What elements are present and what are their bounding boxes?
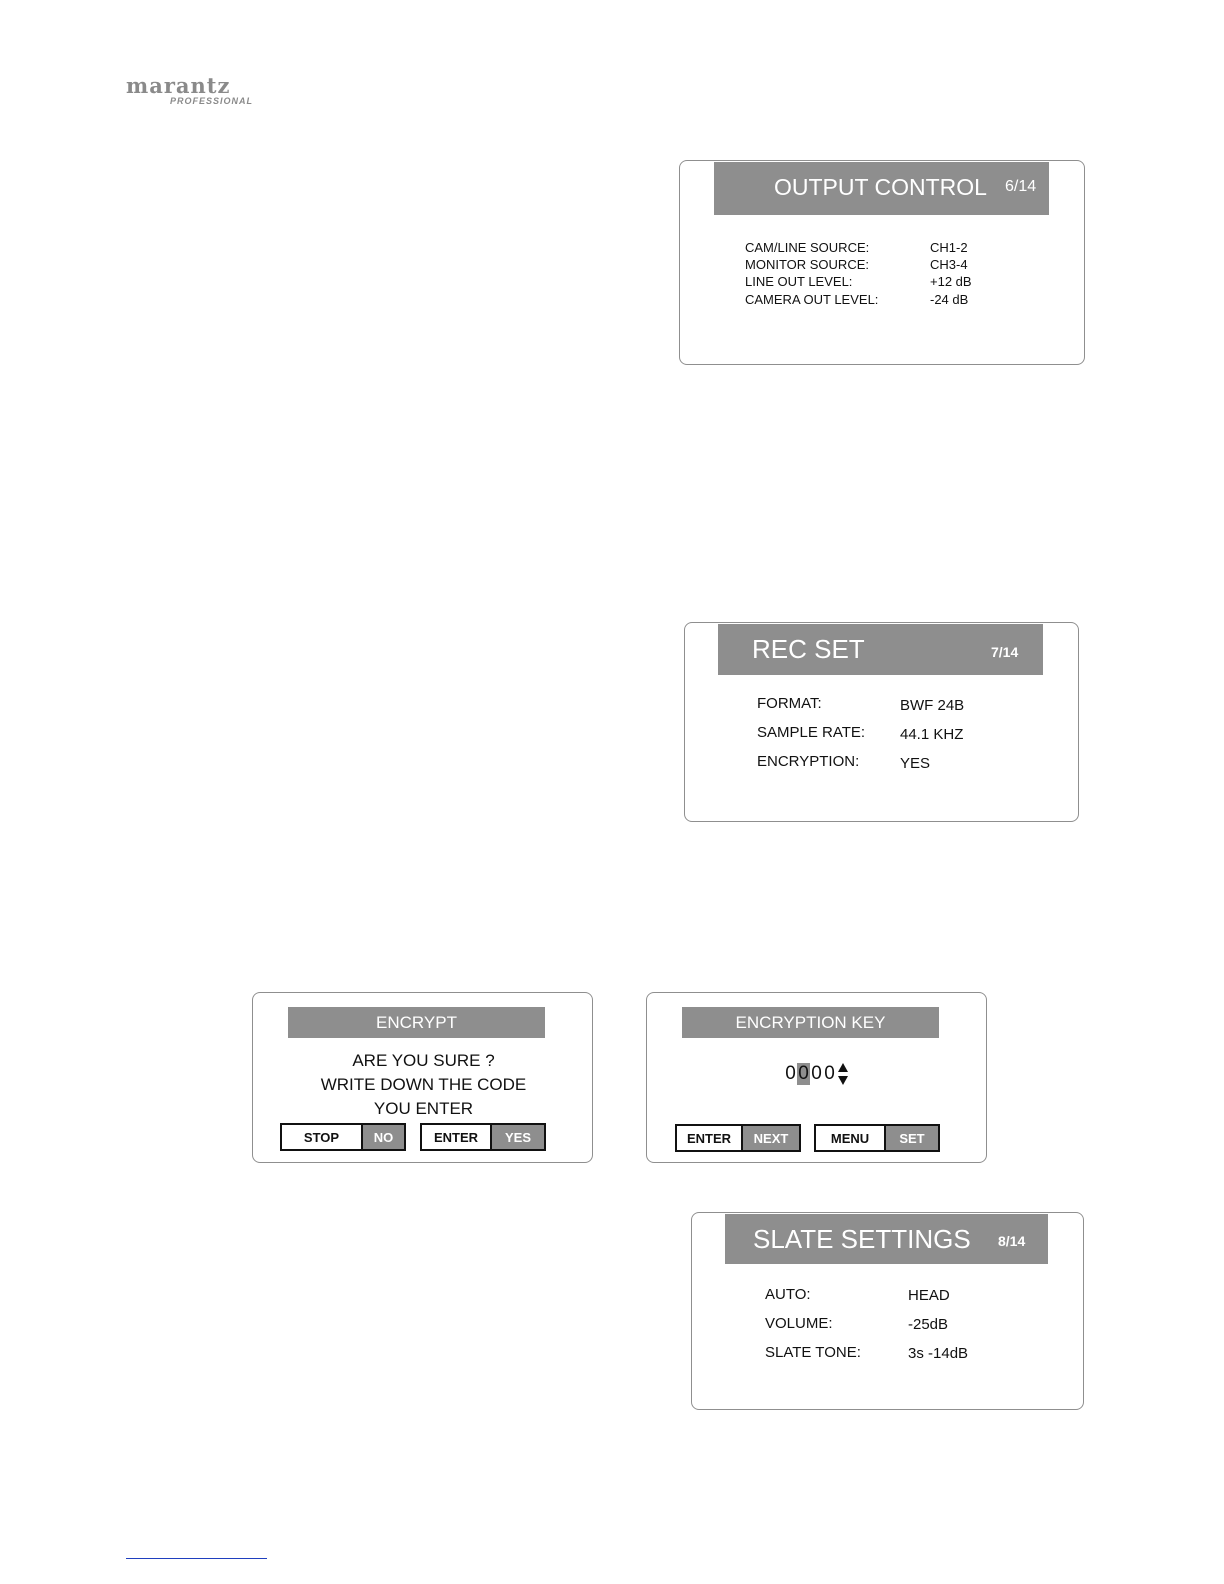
volume-label: VOLUME: (765, 1315, 833, 1332)
camera-out-level-label: CAMERA OUT LEVEL: (745, 292, 879, 307)
screen-title: SLATE SETTINGS (753, 1224, 971, 1254)
code-digit-2-selected[interactable]: 0 (798, 1063, 809, 1084)
next-action-label: NEXT (741, 1126, 799, 1150)
enter-yes-button[interactable] (420, 1123, 546, 1151)
no-action-label: NO (361, 1125, 404, 1149)
stop-no-button[interactable] (280, 1123, 406, 1151)
cam-line-source-label: CAM/LINE SOURCE: (745, 240, 870, 255)
rec-set-screen (684, 622, 1079, 822)
auto-label: AUTO: (765, 1286, 811, 1303)
up-down-arrows-icon[interactable] (837, 1062, 849, 1086)
cam-line-source-value: CH1-2 (930, 240, 968, 255)
encryption-value: YES (900, 755, 931, 772)
page-indicator: 7/14 (991, 644, 1019, 660)
confirm-message-line-2: WRITE DOWN THE CODE (320, 1075, 527, 1094)
line-out-level-label: LINE OUT LEVEL: (745, 274, 853, 289)
enter-key-label: ENTER (422, 1125, 490, 1149)
code-digit-3[interactable]: 0 (811, 1063, 822, 1084)
slate-settings-screen (691, 1212, 1084, 1410)
menu-key-label: MENU (816, 1126, 884, 1150)
logo-subtitle: PROFESSIONAL (170, 96, 254, 106)
screen-title: OUTPUT CONTROL (774, 174, 987, 200)
set-action-label: SET (884, 1126, 938, 1150)
rec-set-header (718, 624, 1043, 675)
code-digit-4[interactable]: 0 (824, 1063, 835, 1084)
output-control-screen (679, 160, 1085, 365)
slate-tone-value: 3s -14dB (908, 1345, 969, 1362)
format-value: BWF 24B (900, 697, 965, 714)
stop-key-label: STOP (282, 1125, 361, 1149)
volume-value: -25dB (908, 1316, 949, 1333)
encryption-key-header (682, 1007, 939, 1038)
line-out-level-value: +12 dB (930, 274, 972, 289)
confirm-message-line-3: YOU ENTER (373, 1099, 474, 1118)
screen-title: ENCRYPTION KEY (735, 1013, 886, 1032)
confirm-message-line-1: ARE YOU SURE ? (352, 1051, 495, 1070)
output-control-header (714, 162, 1049, 215)
encryption-label: ENCRYPTION: (757, 753, 860, 770)
screen-title: REC SET (752, 634, 865, 664)
enter-next-button[interactable] (675, 1124, 801, 1152)
footer-link-underline (126, 1558, 267, 1559)
slate-settings-header (725, 1214, 1048, 1264)
format-label: FORMAT: (757, 695, 822, 712)
page-indicator: 8/14 (998, 1233, 1026, 1249)
code-entry (784, 1062, 849, 1086)
slate-tone-label: SLATE TONE: (765, 1344, 861, 1361)
marantz-professional-logo (126, 73, 266, 108)
camera-out-level-value: -24 dB (930, 292, 969, 307)
sample-rate-value: 44.1 KHZ (900, 726, 964, 743)
page-indicator: 6/14 (1005, 178, 1037, 195)
menu-set-button[interactable] (814, 1124, 940, 1152)
sample-rate-label: SAMPLE RATE: (757, 724, 866, 741)
enter-key-label: ENTER (677, 1126, 741, 1150)
monitor-source-label: MONITOR SOURCE: (745, 257, 869, 272)
auto-value: HEAD (908, 1287, 950, 1304)
logo-wordmark: marantz (126, 73, 231, 98)
encryption-key-screen (646, 992, 987, 1163)
monitor-source-value: CH3-4 (930, 257, 968, 272)
yes-action-label: YES (490, 1125, 544, 1149)
encrypt-header (288, 1007, 545, 1038)
code-digit-1[interactable]: 0 (785, 1063, 796, 1084)
encrypt-screen (252, 992, 593, 1163)
screen-title: ENCRYPT (376, 1013, 457, 1032)
